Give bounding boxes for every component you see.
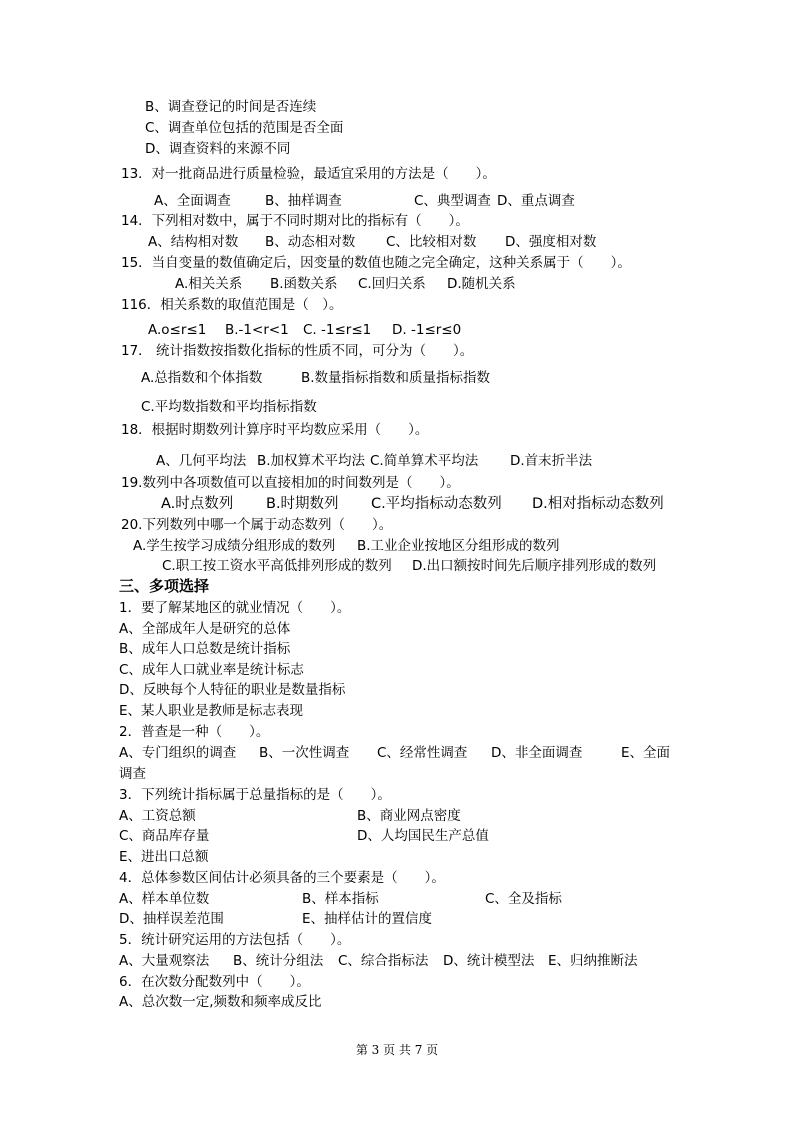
option-b: B、统计分组法 — [233, 953, 324, 969]
option-d: D、反映每个人特征的职业是数量指标 — [119, 682, 346, 698]
question-stem: 20.下列数列中哪一个属于动态数列（ ）。 — [121, 517, 393, 533]
option-line: D、调查资料的来源不同 — [145, 141, 291, 157]
option-d: D、抽样误差范围 — [119, 911, 224, 927]
option-d: D、人均国民生产总值 — [357, 828, 489, 844]
option-c: C、比较相对数 — [386, 234, 477, 250]
option-c: C.平均指标动态数列 — [371, 496, 502, 512]
option-b: B、成年人口总数是统计指标 — [119, 641, 291, 657]
page-footer: 第 3 页 共 7 页 — [355, 1043, 439, 1057]
option-b: B.数量指标指数和质量指标指数 — [301, 370, 491, 386]
option-a: A、专门组织的调查 — [119, 745, 237, 761]
option-e: E、进出口总额 — [119, 849, 209, 865]
option-c: C.平均数指数和平均指标指数 — [141, 399, 317, 415]
option-d: D、统计模型法 — [443, 953, 535, 969]
option-b: B、一次性调查 — [259, 745, 350, 761]
question-stem: 19.数列中各项数值可以直接相加的时间数列是（ ）。 — [121, 475, 460, 491]
question-stem: 1．要了解某地区的就业情况（ ）。 — [119, 600, 351, 616]
option-d: D.出口额按时间先后顺序排列形成的数列 — [412, 558, 657, 574]
option-d: D、非全面调查 — [491, 745, 583, 761]
option-a: A、总次数一定,频数和频率成反比 — [119, 994, 322, 1010]
option-c: C.回归关系 — [358, 276, 426, 292]
option-a: A、全部成年人是研究的总体 — [119, 621, 291, 637]
option-d: D. -1≤r≤0 — [392, 322, 462, 338]
option-e-continued: 调查 — [119, 766, 146, 782]
question-stem: 116．相关系数的取值范围是（ ）。 — [121, 297, 343, 313]
option-d: D、强度相对数 — [505, 234, 597, 250]
question-stem: 15．当自变量的数值确定后，因变量的数值也随之完全确定，这种关系属于（ ）。 — [121, 255, 631, 271]
option-a: A.o≤r≤1 — [148, 322, 207, 338]
option-d: D.首末折半法 — [510, 453, 593, 469]
option-a: A、大量观察法 — [119, 953, 210, 969]
option-a: A、几何平均法 — [156, 453, 247, 469]
option-b: B、动态相对数 — [265, 234, 356, 250]
option-b: B.加权算术平均法 — [257, 453, 366, 469]
option-d: D.随机关系 — [447, 276, 516, 292]
option-c: C、全及指标 — [485, 891, 562, 907]
question-stem: 18．根据时期数列计算序时平均数应采用（ ）。 — [121, 422, 429, 438]
option-line: B、调查登记的时间是否连续 — [145, 99, 317, 115]
option-a: A、全面调查 — [154, 193, 231, 209]
option-e: E、全面 — [621, 745, 671, 761]
option-c: C、经常性调查 — [377, 745, 468, 761]
option-a: A.时点数列 — [161, 496, 234, 512]
option-b: B.函数关系 — [270, 276, 338, 292]
question-stem: 5．统计研究运用的方法包括（ ）。 — [119, 932, 351, 948]
option-c: C.简单算术平均法 — [370, 453, 479, 469]
option-a: A、样本单位数 — [119, 891, 210, 907]
question-stem: 6．在次数分配数列中（ ）。 — [119, 974, 310, 990]
option-c: C、综合指标法 — [338, 953, 429, 969]
option-c: C. -1≤r≤1 — [303, 322, 372, 338]
option-line: C、调查单位包括的范围是否全面 — [145, 120, 344, 136]
option-b: B、样本指标 — [302, 891, 379, 907]
option-c: C.职工按工资水平高低排列形成的数列 — [162, 558, 392, 574]
option-b: B.时期数列 — [266, 496, 339, 512]
question-stem: 14．下列相对数中，属于不同时期对比的指标有（ ）。 — [121, 213, 469, 229]
option-b: B、商业网点密度 — [357, 808, 461, 824]
question-stem: 17． 统计指数按指数化指标的性质不同，可分为（ ）。 — [121, 343, 474, 359]
option-a: A.总指数和个体指数 — [141, 370, 263, 386]
option-a: A、工资总额 — [119, 808, 196, 824]
question-stem: 2．普查是一种（ ）。 — [119, 724, 270, 740]
option-c: C、典型调查 — [414, 193, 491, 209]
option-e: E、某人职业是教师是标志表现 — [119, 703, 304, 719]
section-heading: 三、多项选择 — [119, 577, 210, 595]
option-a: A、结构相对数 — [148, 234, 239, 250]
option-b: B.-1<r<1 — [225, 322, 289, 338]
option-d: D、重点调查 — [497, 193, 575, 209]
option-b: B、抽样调查 — [265, 193, 342, 209]
option-e: E、归纳推断法 — [548, 953, 638, 969]
option-e: E、抽样估计的置信度 — [302, 911, 433, 927]
option-c: C、商品库存量 — [119, 828, 210, 844]
option-b: B.工业企业按地区分组形成的数列 — [357, 538, 560, 554]
option-d: D.相对指标动态数列 — [532, 496, 664, 512]
option-c: C、成年人口就业率是统计标志 — [119, 662, 304, 678]
option-a: A.相关关系 — [175, 276, 243, 292]
question-stem: 13．对一批商品进行质量检验，最适宜采用的方法是（ ）。 — [121, 166, 496, 182]
question-stem: 4．总体参数区间估计必须具备的三个要素是（ ）。 — [119, 870, 445, 886]
option-a: A.学生按学习成绩分组形成的数列 — [133, 538, 336, 554]
question-stem: 3．下列统计指标属于总量指标的是（ ）。 — [119, 787, 391, 803]
